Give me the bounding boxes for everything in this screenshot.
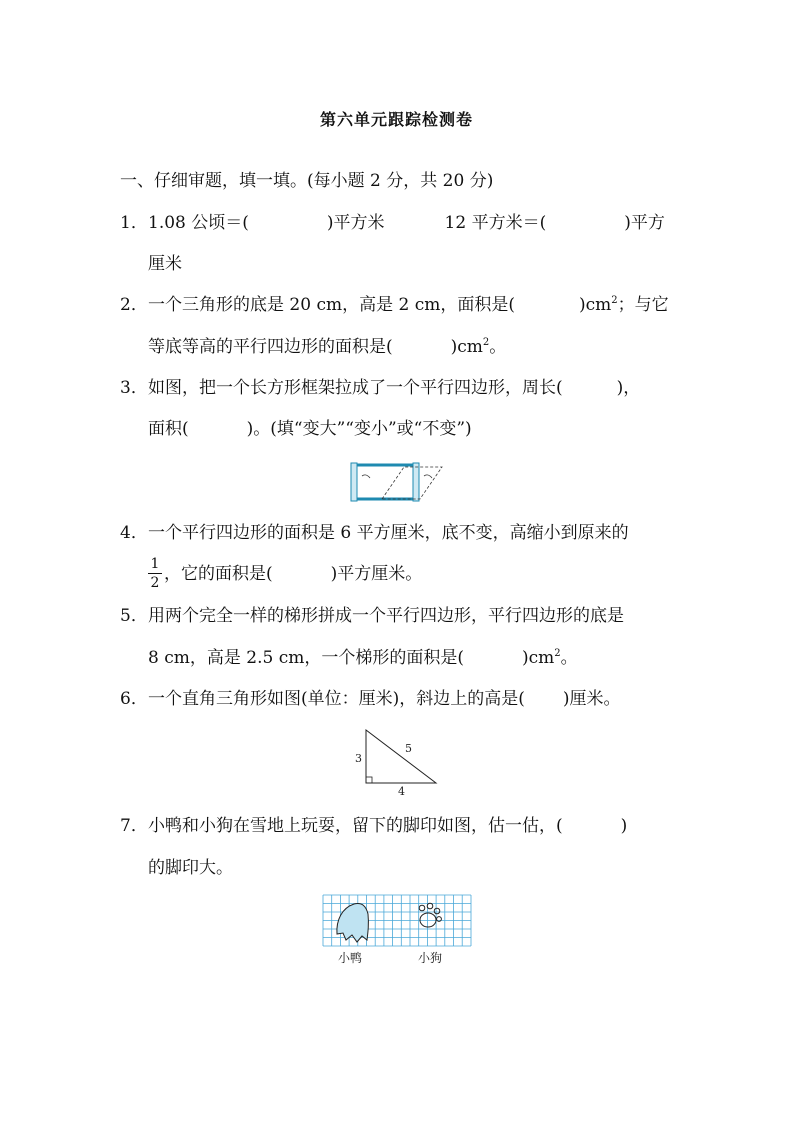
arrow-icon xyxy=(362,475,370,478)
parallelogram-outline xyxy=(382,467,442,499)
question-2-cont: 等底等高的平行四边形的面积是( )$cm^2$。 xyxy=(148,337,507,357)
frame-figure xyxy=(348,462,448,502)
side-label-a: 3 xyxy=(355,752,362,765)
question-1: 1．1.08 公顷＝( )平方米 12 平方米＝( )平方 xyxy=(120,213,665,233)
question-3-cont: 面积( )。(填“变大”“变小”或“不变”) xyxy=(148,419,472,439)
arrow-icon xyxy=(424,475,432,478)
question-4: 4．一个平行四边形的面积是 6 平方厘米，底不变，高缩小到原来的 xyxy=(120,523,629,543)
question-number: 4． xyxy=(120,523,148,543)
side-label-c: 5 xyxy=(405,742,412,755)
dog-footprint xyxy=(419,903,441,927)
side-label-b: 4 xyxy=(398,785,405,797)
page-title: 第六单元跟踪检测卷 xyxy=(319,110,473,129)
question-number: 7． xyxy=(120,816,148,836)
question-number: 6． xyxy=(120,689,148,709)
right-triangle-figure xyxy=(350,725,440,797)
question-5: 5．用两个完全一样的梯形拼成一个平行四边形，平行四边形的底是 xyxy=(120,606,624,626)
fraction-one-half: 1 2 xyxy=(148,556,162,591)
duck-label: 小鸭 xyxy=(338,951,363,965)
question-2: 2．一个三角形的底是 20 cm，高是 2 cm，面积是( )$cm^2$；与它 xyxy=(120,295,669,315)
dog-label: 小狗 xyxy=(418,951,443,965)
section-heading: 一、仔细审题，填一填。(每小题 2 分，共 20 分) xyxy=(120,171,494,191)
question-number: 2． xyxy=(120,295,148,315)
question-5-cont: 8 cm，高是 2.5 cm，一个梯形的面积是( )$cm^2$。 xyxy=(148,648,578,668)
question-number: 1． xyxy=(120,213,148,233)
question-number: 3． xyxy=(120,378,148,398)
rectangle-frame xyxy=(354,465,416,499)
triangle-shape xyxy=(366,730,436,783)
right-angle-mark xyxy=(366,777,372,783)
question-1-cont: 厘米 xyxy=(148,254,182,274)
duck-footprint xyxy=(337,903,369,942)
question-3: 3．如图，把一个长方形框架拉成了一个平行四边形，周长( )， xyxy=(120,378,641,398)
question-4-cont: ，它的面积是( )平方厘米。 xyxy=(164,564,423,584)
question-6: 6．一个直角三角形如图(单位：厘米)，斜边上的高是( )厘米。 xyxy=(120,689,621,709)
footprint-grid-figure xyxy=(322,894,474,966)
question-7-cont: 的脚印大。 xyxy=(148,858,233,878)
question-number: 5． xyxy=(120,606,148,626)
question-7: 7．小鸭和小狗在雪地上玩耍，留下的脚印如图，估一估，( ) xyxy=(120,816,628,836)
